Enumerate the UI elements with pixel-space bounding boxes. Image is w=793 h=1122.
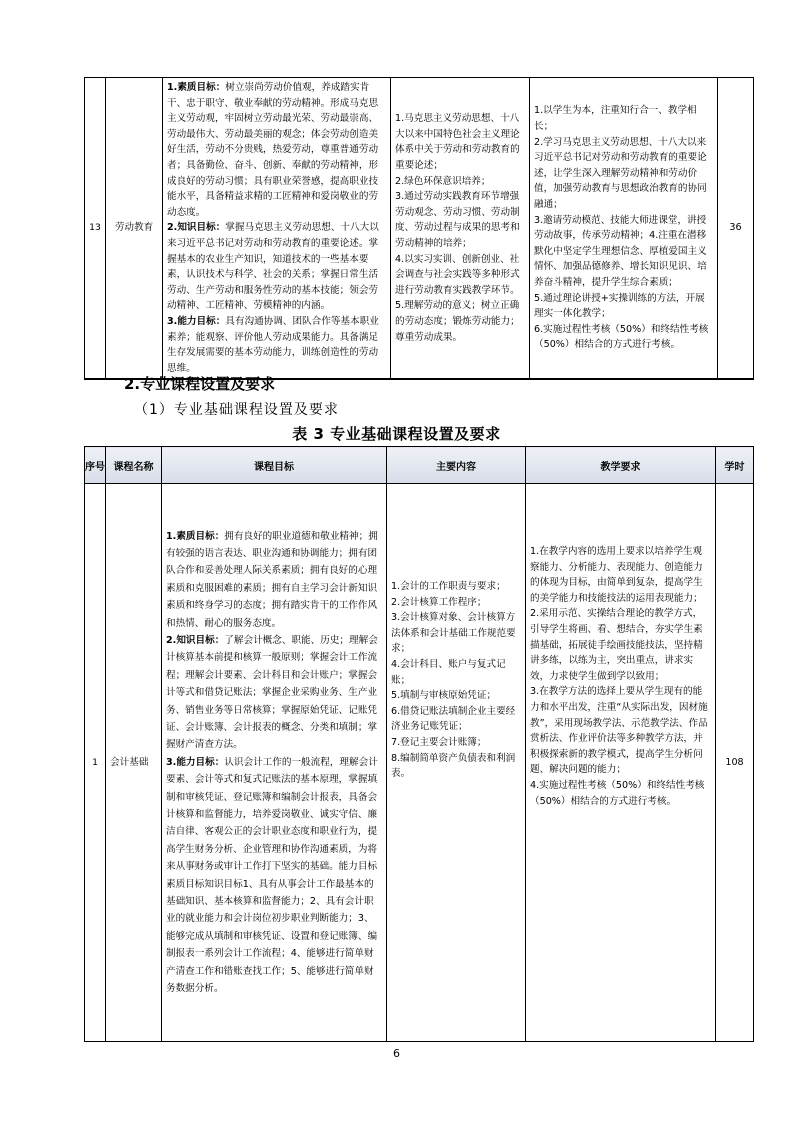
foundation-course-table xyxy=(84,446,754,1042)
goal-text: 认识会计工作的一般流程，理解会计要素、会计等式和复式记账法的基本原理，掌握填制和审核凭证、登记账簿和编制会计报表，具备会计核算和监督能力，培养爱岗敬业、诚实守信、廉洁自律、客观公正的会计职业态度和职业行为，提高学生财务分析、企业管理和协作沟通素质，为将来从事财务或审计工作打下坚实的基础。能力目标素质目标知识目标1、具有从事会计工作最基本的基础知识、基本核算和监督能力；2、具有会计职业的就业能力和会计岗位初步职业判断能力；3、能够完成从填制和审核凭证、设置和登记账簿、编制报表一系列会计工作流程；4、能够进行简单财产清查工作和错账查找工作；5、能够进行简单财务数据分析。 xyxy=(166,756,378,995)
row-number: 13 xyxy=(85,78,106,380)
table-header-row xyxy=(85,447,754,484)
requirement-item: 3.邀请劳动模范、技能大师进课堂，讲授劳动故事，传承劳动精神；4.注重在潜移默化中坚定学生理想信念、厚植爱国主义情怀、加强品德修养、增长知识见识、培养奋斗精神，提升学生综合素质； xyxy=(534,214,707,288)
labor-education-table xyxy=(84,77,754,380)
content-item: 2.绿色环保意识培养； xyxy=(395,175,491,187)
requirement-item: 3.在教学方法的选择上要从学生现有的能力和水平出发，注重“从实际出发，因材施教”，采用现场教学法、示范教学法、作品赏析法、作业评价法等多种教学方法，并积极探索新的教学模式，提高学生分析问题、解决问题的能力； xyxy=(530,686,708,776)
content-item: 2.会计核算工作程序； xyxy=(391,596,487,608)
class-hours: 108 xyxy=(716,484,754,1042)
content-item: 3.通过劳动实践教育环节增强劳动观念、劳动习惯、劳动制度、劳动过程与成果的思考和劳动精神的培养； xyxy=(395,191,520,249)
goal-paragraph xyxy=(167,220,386,314)
content-item: 6.借贷记账法填制企业主要经济业务记账凭证； xyxy=(391,705,516,733)
requirement-item: 2.采用示范、实操结合理论的教学方式，引导学生将画、看、想结合，夯实学生素描基础，拓展徒手绘画技能技法，坚持精讲多练，以练为主，突出重点，讲求实效，力求使学生做到学以致用； xyxy=(530,608,703,682)
content-item: 4.会计科目、账户与复式记账； xyxy=(391,658,506,686)
requirement-item: 4.实施过程性考核（50%）和终结性考核（50%）相结合的方式进行考核。 xyxy=(530,779,705,807)
course-name: 劳动教育 xyxy=(106,78,163,380)
header-requirements: 教学要求 xyxy=(526,447,716,484)
table-caption: 表 3 专业基础课程设置及要求 xyxy=(292,425,501,443)
content-item: 7.登记主要会计账簿； xyxy=(391,736,487,748)
subsection-heading: （1）专业基础课程设置及要求 xyxy=(134,402,339,418)
header-name: 课程名称 xyxy=(106,447,162,484)
goal-label: 2.知识目标： xyxy=(166,634,225,646)
requirement-item: 1.以学生为本，注重知行合一、教学相长； xyxy=(534,105,697,132)
main-content xyxy=(387,484,526,1042)
header-hours: 学时 xyxy=(716,447,754,484)
goal-paragraph xyxy=(166,632,382,754)
goal-text: 掌握马克思主义劳动思想、十八大以来习近平总书记对劳动和劳动教育的重要论述。掌握基本的农业生产知识，知道技术的一些基本要素，认识技术与科学、社会的关系；掌握日常生活劳动、生产劳动和服务性劳动的基本技能；领会劳动精神、工匠精神、劳模精神的内涵。 xyxy=(167,222,379,312)
requirement-item: 6.实施过程性考核（50%）和终结性考核（50%）相结合的方式进行考核。 xyxy=(534,323,709,351)
content-item: 1.马克思主义劳动思想、十八大以来中国特色社会主义理论体系中关于劳动和劳动教育的重要论述； xyxy=(395,113,520,171)
content-item: 8.编制简单资产负债表和利润表。 xyxy=(391,752,516,780)
page-number: 6 xyxy=(393,1047,400,1060)
class-hours: 36 xyxy=(718,78,754,380)
goal-label: 3.能力目标： xyxy=(166,756,225,768)
goal-paragraph xyxy=(166,528,382,632)
goal-label: 1.素质目标： xyxy=(166,530,225,542)
goal-text: 树立崇尚劳动价值观，养成踏实肯干、忠于职守、敬业奉献的劳动精神。形成马克思主义劳动观，牢固树立劳动最光荣、劳动最崇高、劳动最伟大、劳动最美丽的观念；体会劳动创造美好生活，劳动不分贵贱，热爱劳动，尊重普通劳动者；具备勤俭、奋斗、创新、奉献的劳动精神，形成良好的劳动习惯；具有职业荣誉感，提高职业技能水平，具备精益求精的工匠精神和爱岗敬业的劳动态度。 xyxy=(167,82,379,218)
header-content: 主要内容 xyxy=(387,447,526,484)
content-item: 1.会计的工作职责与要求； xyxy=(391,581,506,592)
goal-text: 拥有良好的职业道德和敬业精神；拥有较强的语言表达、职业沟通和协调能力；拥有团队合作和妥善处理人际关系素质；拥有良好的心理素质和克服困难的素质；拥有自主学习会计新知识素质和终身学习的态度；拥有踏实肯干的工作作风和热情、耐心的服务态度。 xyxy=(166,530,378,629)
content-item: 3.会计核算对象、会计核算方法体系和会计基础工作规范要求； xyxy=(391,612,516,655)
table-row xyxy=(85,78,754,380)
teaching-requirements xyxy=(526,484,716,1042)
goal-label: 3.能力目标： xyxy=(167,315,226,327)
content-item: 4.以实习实训、创新创业、社会调查与社会实践等多种形式进行劳动教育实践教学环节。 xyxy=(395,253,520,296)
goal-text: 了解会计概念、职能、历史；理解会计核算基本前提和核算一般原则；掌握会计工作流程；理解会计要素、会计科目和会计账户；掌握会计等式和借贷记账法；掌握企业采购业务、生产业务、销售业务等日常核算；掌握原始凭证、记账凭证、会计账簿、会计报表的概念、分类和填制；掌握财产清查方法。 xyxy=(166,634,378,751)
goal-label: 1.素质目标： xyxy=(167,82,226,93)
goal-paragraph xyxy=(167,80,386,220)
requirement-item: 1.在教学内容的选用上要求以培养学生观察能力、分析能力、表现能力、创造能力的体现为目标，由简单到复杂，提高学生的美学能力和技能技法的运用表现能力； xyxy=(530,546,703,604)
main-content xyxy=(391,78,530,380)
goal-paragraph xyxy=(167,314,386,376)
goal-label: 2.知识目标： xyxy=(167,222,226,234)
course-name: 会计基础 xyxy=(106,484,162,1042)
course-goals xyxy=(163,78,391,380)
row-number: 1 xyxy=(85,484,106,1042)
goal-text: 具有沟通协调、团队合作等基本职业素养；能观察、评价他人劳动成果能力。具备满足生存发展需要的基本劳动能力，训练创造性的劳动思维。 xyxy=(167,315,379,374)
requirement-item: 2.学习马克思主义劳动思想、十八大以来习近平总书记对劳动和劳动教育的重要论述，让学生深入理解劳动精神和劳动价值，加强劳动教育与思想政治教育的协同融通； xyxy=(534,136,707,210)
goal-paragraph xyxy=(166,754,382,998)
content-item: 5.填制与审核原始凭证； xyxy=(391,690,497,702)
content-item: 5.理解劳动的意义；树立正确的劳动态度；锻炼劳动能力；尊重劳动成果。 xyxy=(395,300,520,343)
requirement-item: 5.通过理论讲授+实操训练的方法，开展理实一体化教学； xyxy=(534,292,705,320)
header-num: 序号 xyxy=(85,447,106,484)
table-row xyxy=(85,484,754,1042)
teaching-requirements xyxy=(530,78,718,380)
header-goals: 课程目标 xyxy=(162,447,387,484)
section-heading: 2.专业课程设置及要求 xyxy=(124,375,276,393)
course-goals xyxy=(162,484,387,1042)
